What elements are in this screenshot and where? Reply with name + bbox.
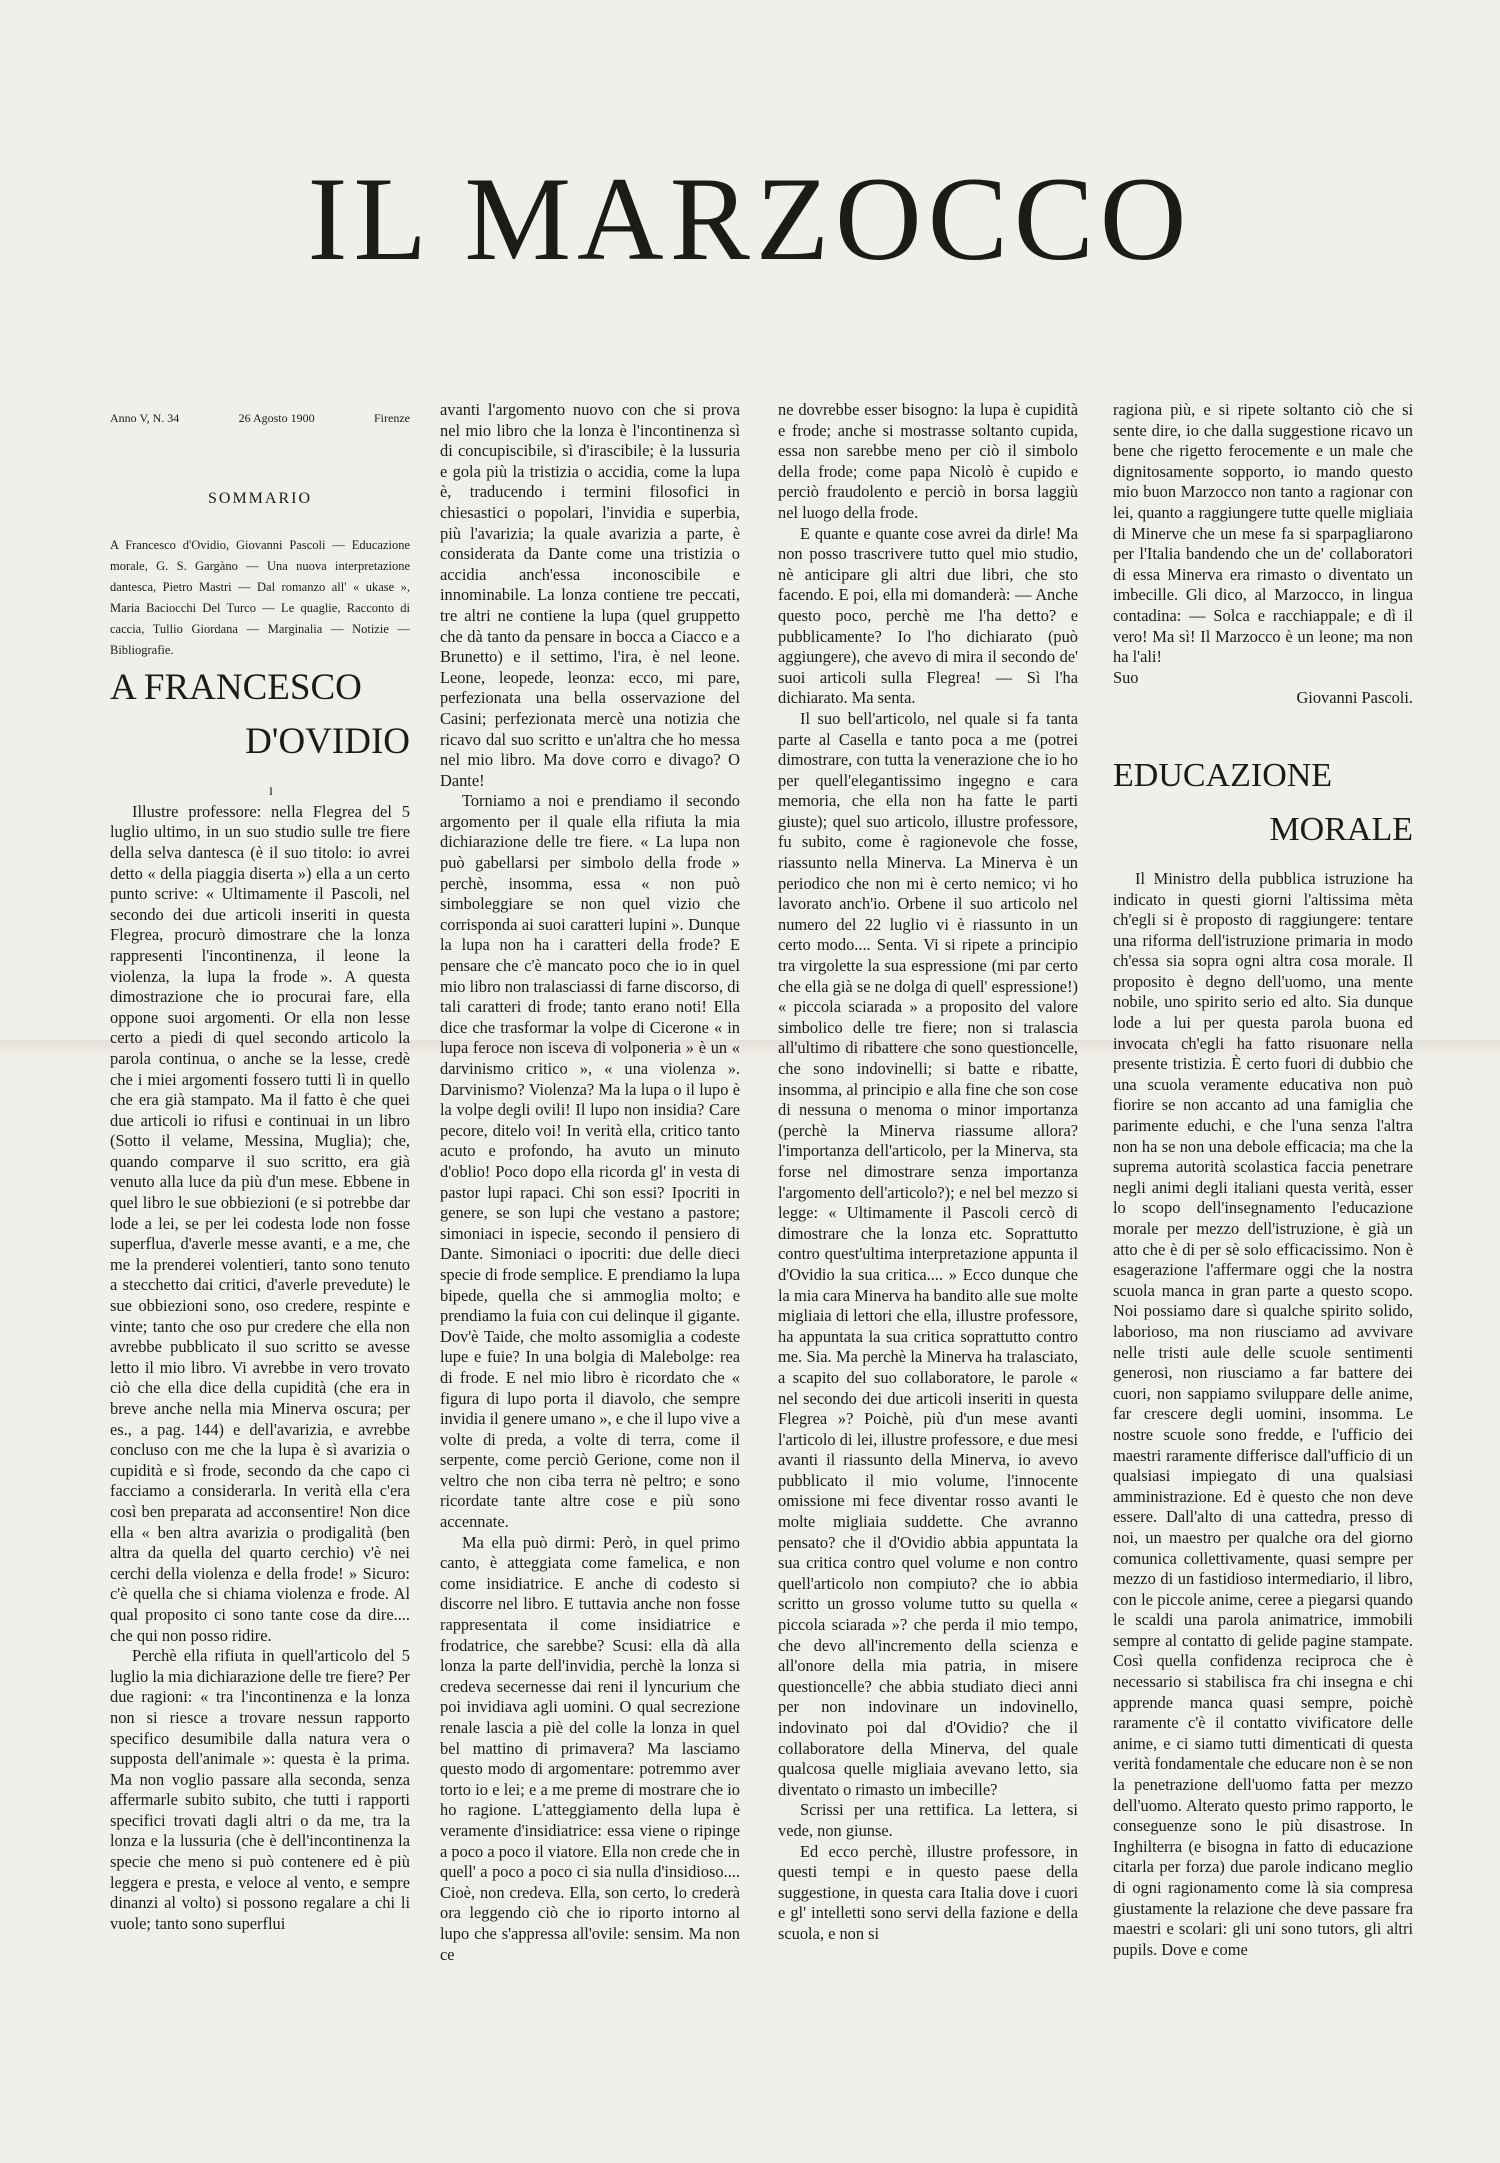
masthead-title: IL MARZOCCO: [307, 152, 1193, 285]
sommario-heading: SOMMARIO: [207, 489, 312, 507]
paragraph: Illustre professore: nella Flegrea del 5 luglio ultimo, in un suo studio sulle tre fiere della selva dantesca (è il suo titolo: io avrei detto « della piaggia diserta ») ella a un certo punto scrive: « Ultimamente il Pascoli, nel secondo dei due articoli inseriti in questa Flegrea, procurò dimostrare che la lonza rappresenti l'incontinenza, il leone la violenza, la lupa la frode ». A questa dimostrazione che io procurai fare, ella oppone suoi argomenti. Or ella non lesse certo a piedi di quel secondo articolo la parola continua, o anche se la lesse, credè che i miei argomenti fossero tutti lì in quello che era già stampato. Ma il fatto è che quei due articoli io rifusi e continuai in un libro (Sotto il velame, Messina, Muglia); che, quando comparve il suo scritto, era già venuto alla luce da più d'un mese. Ebbene in quel libro le sue obbiezioni (e si potrebbe dar lode a lei, se per lei codesta lode non fosse superflua, d'averle messe avanti, e a me, che me la prenderei volentieri, tanto sono tenuto a stecchetto dai critici, d'averle prevedute) le sue obbiezioni sono, oso credere, respinte e vinte; tanto che oso pur credere che ella non avrebbe pubblicato il suo scritto se avesse letto il mio libro. Vi avrebbe in vero trovato ciò che ella dice della cupidità (che era in breve anche nella mia Minerva oscura; per es., a pag. 144) e dell'avarizia, e avrebbe concluso con me che la lupa è sì avarizia o cupidità e sì frode, secondo da che capo ci facciamo a considerarla. In verità ella c'era così ben preparata ad acconsentire! Non dice ella « ben altra avarizia o prodigalità (ben altra da quella del quarto cerchio) v'è nei cerchi della violenza e della frode! » Sicuro: c'è quella che si chiama violenza e frode. Al qual proposito ci sono tante cose da dire.... che qui non posso ridire.: [110, 801, 410, 1645]
signature-block: [1113, 668, 1413, 689]
article2-title: [1113, 749, 1413, 857]
article2-title-line2: MORALE: [1269, 810, 1413, 848]
issue-line: [110, 408, 410, 429]
author-signature: Giovanni Pascoli.: [1296, 688, 1413, 708]
column-4: [1113, 400, 1413, 1960]
paragraph: avanti l'argomento nuovo con che si prova nel mio libro che la lonza è l'incontinenza sì di concupiscibile, sì d'irascibile; è la lussuria e gola più la tristizia o accidia, come la lupa è, traducendo i termini filosofici in chiesastici o popolari, l'invidia e superbia, più l'avarizia; la quale avarizia a parte, è considerata da Dante come una tristizia o accidia anch'essa inconoscibile e innominabile. La lonza contiene tre peccati, tre altri ne contiene la lupa (quel gruppetto che dà tanto da pensare in bocca a Ciacco e a Brunetto) e il settimo, l'ira, è nel leone. Leone, leopede, leonza: ecco, mi pare, perfezionata una bella osservazione del Casini; perfezionata mercè una notizia che ricavo dal suo scritto e un'altra che ho messa nel mio libro. Ma dove corro e divago? O Dante!: [440, 400, 740, 790]
paragraph: ne dovrebbe esser bisogno: la lupa è cupidità e frode; anche si mostrasse soltanto cupida, essa non sarebbe meno per ciò il simbolo della frode; come papa Nicolò è cupido e perciò fraudolento e perciò in borsa laggiù nel luogo della frode.: [778, 400, 1078, 522]
article2-title-line1: EDUCAZIONE: [1113, 756, 1333, 794]
column-3: [778, 400, 1078, 1945]
signature-row: [1113, 688, 1413, 709]
issue-number: Anno V, N. 34: [110, 411, 180, 425]
article-title-line1: A FRANCESCO: [110, 667, 362, 709]
article-title-line2: D'OVIDIO: [245, 721, 410, 763]
paragraph: Torniamo a noi e prendiamo il secondo argomento per il quale ella rifiuta la mia dichiarazione delle tre fiere. « La lupa non può gabellarsi per simbolo della frode » perchè, insomma, essa « non può simboleggiare se non quel vizio che corrisponda ai suoi caratteri lupini ». Dunque la lupa non ha i caratteri della frode? E pensare che c'è mancato poco che io in quel mio libro non tralasciassi di farne discorso, di tali caratteri di frode; tanto erano noti! Ella dice che trasformar la volpe di Cicerone « in lupa feroce non isceva di volponeria » è un « darvinismo critico », « una violenza ». Darvinismo? Violenza? Ma la lupa o il lupo è la volpe degli ovili! Il lupo non insidia? Care pecore, ditelo voi! In verità ella, critico tanto acuto e profondo, ha avuto un minuto d'oblio! Poco dopo ella ricorda gl' in vesta di pastor lupi rapaci. Chi son essi? Ipocriti in genere, se son lupi che vestano a pastore; simoniaci in ispecie, secondo il pensiero di Dante. Simoniaci o ipocriti: due delle dieci specie di frode semplice. E prendiamo la lupa bipede, quella che si ammoglia molto; e prendiamo la fuia con cui delinque il gigante. Dov'è Taide, che molto assomiglia a codeste lupe e fuie? In una bolgia di Malebolge: rea di frode. E nel mio libro è ricordato che « figura di lupo porta il diavolo, che sempre invidia il genere umano », e che il lupo vive a volte di preda, a volte di terra, come il serpente, come perciò Gerione, come non il veltro che non ciba terra nè peltro; e sono ricordate tante altre cose e più sono accennate.: [440, 791, 740, 1532]
issue-place: Firenze: [374, 411, 410, 425]
column-1: [110, 400, 410, 1934]
sommario-text: A Francesco d'Ovidio, Giovanni Pascoli — Educazione morale, G. S. Gargàno — Una nuova interpretazione dantesca, Pietro Mastri — Dal romanzo all' « ukase », Maria Baciocchi Del Turco — Le quaglie, Racconto di caccia, Tullio Giordana — Marginalia — Notizie — Bibliografie.: [110, 538, 410, 658]
paragraph: E quante e quante cose avrei da dirle! Ma non posso trascrivere tutto quel mio studio, nè anticipare gli altri due libri, che sto facendo. E poi, ella mi domanderà: — Anche questo poco, perchè me l'ha detto? e pubblicamente? Io l'ho dichiarato (può aggiungere), che avevo di mira il secondo de' suoi articoli sulla Flegrea! — Sì l'ha dichiarato. Ma senta.: [778, 523, 1078, 708]
paragraph: Ma ella può dirmi: Però, in quel primo canto, è atteggiata come famelica, e non come insidiatrice. E anche di codesto si discorre nel libro. E tuttavia anche non fosse rappresentata il come insidiatrice e frodatrice, che sarebbe? Scusi: ella dà alla lonza la parte dell'invidia, perchè la lonza si credeva secernesse dai reni il lyncurium che poi invidiava agli uomini. O qual secrezione renale lascia a piè del colle la lonza in quel bel mattino di primavera? Ma lasciamo questo modo di argomentare: potremmo aver torto io e lei; e a me preme di mostrare che io ho ragione. L'atteggiamento della lupa è veramente d'insidiatrice: essa viene o ripinge a poco a poco il viatore. Ella non crede che in quell' a poco a poco ci sia nulla d'insidioso.... Cioè, non credeva. Ella, son certo, lo crederà ora leggendo ciò che io riporto intorno al lupo che s'appressa all'ovile: sensim. Ma non ce: [440, 1532, 740, 1964]
paragraph: ragiona più, e si ripete soltanto ciò che si sente dire, io che dalla suggestione ricavo un bene che rigetto ferocemente e un male che dignitosamente sopporto, io mando questo mio buon Marzocco non tanto a ragionar con lei, quanto a raggiungere tutte quelle migliaia di Minerve che un mese fa si sparpagliarono per l'Italia bandendo che un de' collaboratori di essa Minerva era rimasto o diventato un imbecille. Gli dico, al Marzocco, in lingua contadina: — Solca e racchiappale; e dì il vero! Ma sì! Il Marzocco è un leone; ma non ha l'ali!: [1113, 400, 1413, 667]
paragraph: Il Ministro della pubblica istruzione ha indicato in questi giorni l'altissima mèta ch'egli si è proposto di raggiungere: tentare una riforma dell'istruzione primaria in modo ch'essa sia sopra ogni altra cosa morale. Il proposito è degno dell'uomo, una mente nobile, uno spirito serio ed alto. Sia dunque lode a lui per questa parola buona ed invocata ch'egli ha fatto risuonare nella presente tristizia. È certo fuori di dubbio che una scuola veramente educativa non può fiorire se non accanto ad una famiglia che parimente educhi, e che l'una senza l'altra non ha se non una debole efficacia; ma che la suprema autorità scolastica faccia penetrare negli animi degli italiani questa verità, esser lo scopo dell'insegnamento l'educazione morale per mezzo dell'istruzione, è già un atto che è di per sè solo efficacissimo. Non è esagerazione l'affermare oggi che la nostra scuola manca in gran parte a questo scopo. Noi possiamo dare sì qualche spirito solido, laborioso, ma non riusciamo ad avvivare nelle tristi aule delle scuole sentimenti generosi, non riusciamo a far battere dei cuori, non sappiamo sviluppare delle anime, far crescere degli uomini, insomma. Le nostre scuole sono fredde, e l'ufficio dei maestri raramente differisce dall'ufficio di un qualsiasi impiegato di una qualsiasi amministrazione. Ed è questo che non deve essere. Dall'alto di una cattedra, presso di noi, un maestro per qualche ora del giorno comunica collettivamente, quasi sempre per mezzo di un fastidioso intermediario, il libro, con le piccole anime, ceree a piegarsi quando le scaldi una parola animatrice, immobili sempre al contatto di gelide pagine stampate. Così quella confidenza reciproca che è necessario si stabilisca fra chi insegna e chi apprende manca quasi sempre, poichè raramente c'è il contatto vivificatore delle anime, e ci siamo tutti dimenticati di questa verità fondamentale che educare non è se non la penetrazione dell'uomo fatta per mezzo dell'uomo. Alterato questo primo rapporto, le conseguenze sono le più disastrose. In Inghilterra (e bisogna in fatto di educazione citarla per forza) due parole indicano meglio di ogni ragionamento come là sia compresa giustamente la relazione che deve passare fra maestri e scolari: gli uni sono tutors, gli altri pupils. Dove e come: [1113, 868, 1413, 1959]
column-2: [440, 400, 740, 1965]
paragraph: Ed ecco perchè, illustre professore, in questi tempi e in questo paese della suggestione, in questa cara Italia dove i cuori e gl' intelletti sono servi della fazione e della scuola, e non si: [778, 1841, 1078, 1943]
paragraph: Perchè ella rifiuta in quell'articolo del 5 luglio la mia dichiarazione delle tre fiere? Per due ragioni: « tra l'incontinenza e la lonza non si riesce a trovare nessun rapporto specifico desumibile dalla natura vera o supposta dell'animale »: questa è la prima. Ma non voglio passare alla seconda, senza affermarle subito subito, che tutti i rapporti specifici trovati dagli altri o da me, tra la lonza e la lussuria (che è dell'incontinenza la specie che meno si può contenere ed è più leggera e presta, e veloce al vento, e sempre dinanzi al volto) si possono regalare a chi li vuole; tanto sono superflui: [110, 1646, 410, 1933]
paragraph: Il suo bell'articolo, nel quale si fa tanta parte al Casella e tanto poca a me (potrei dimostrare, con tutta la venerazione che io ho per quell'elegantissimo ingegno e cara memoria, che ella non ha fatte le parti giuste); quel suo articolo, illustre professore, fu subito, come è ragionevole che fosse, riassunto nella Minerva. La Minerva è un periodico che non mi è certo nemico; vi ho lavorato anch'io. Orbene il suo articolo nel numero del 22 luglio vi è riassunto in un certo modo.... Senta. Vi si ripete a principio tra virgolette la sua espressione (mi par certo che ella già se ne dolga di quell' espressione!) « piccola sciarada » a proposito del valore simbolico delle tre fiere; non si tralascia all'ultimo di ribattere che sono questioncelle, che sono indovinelli; si batte e ribatte, insomma, al principio e alla fine che son cose di nessuna o menoma o minor importanza (perchè la Minerva riassume allora? l'importanza dell'articolo, per la Minerva, sta forse nel dimostrare senza importanza l'argomento dell'articolo?); e nel bel mezzo si legge: « Ultimamente il Pascoli cercò di dimostrare che la lonza etc. Soprattutto contro quest'ultima interpretazione appunta il d'Ovidio la sua critica.... » Ecco dunque che la mia cara Minerva ha bandito alle sue molte migliaia di lettori che ella, illustre professore, ha appuntata la sua critica soprattutto contro me. Sia. Ma perchè la Minerva ha tralasciato, a scapito del suo collaboratore, le parole « nel secondo dei due articoli inseriti in questa Flegrea »? Poichè, più d'un mese avanti l'articolo di lei, illustre professore, e due mesi avanti il riassunto della Minerva, io avevo pubblicato il mio volume, l'innocente omissione mi fece diventar rosso avanti le molte migliaia suddette. Che avranno pensato? che il d'Ovidio abbia appuntata la sua critica contro quel volume e non contro quell'articolo non compiuto? che io abbia scritto un grosso volume tutto su quella « piccola sciarada »? che perda il mio tempo, che devo all'incremento della scienza e all'onore della mia patria, in misere questioncelle? che abbia studiato dieci anni per non indovinare un indovinello, indovinato poi dal d'Ovidio? che il collaboratore della Minerva, del quale qualcosa quelle migliaia avevano letto, sia diventato o rimasto un imbecille?: [778, 708, 1078, 1799]
issue-date: 26 Agosto 1900: [238, 411, 315, 425]
section-number: I: [269, 784, 273, 799]
article-title: [110, 661, 410, 769]
closing: Suo: [1113, 667, 1139, 687]
paragraph: Scrissi per una rettifica. La lettera, si vede, non giunse.: [778, 1800, 1078, 1840]
